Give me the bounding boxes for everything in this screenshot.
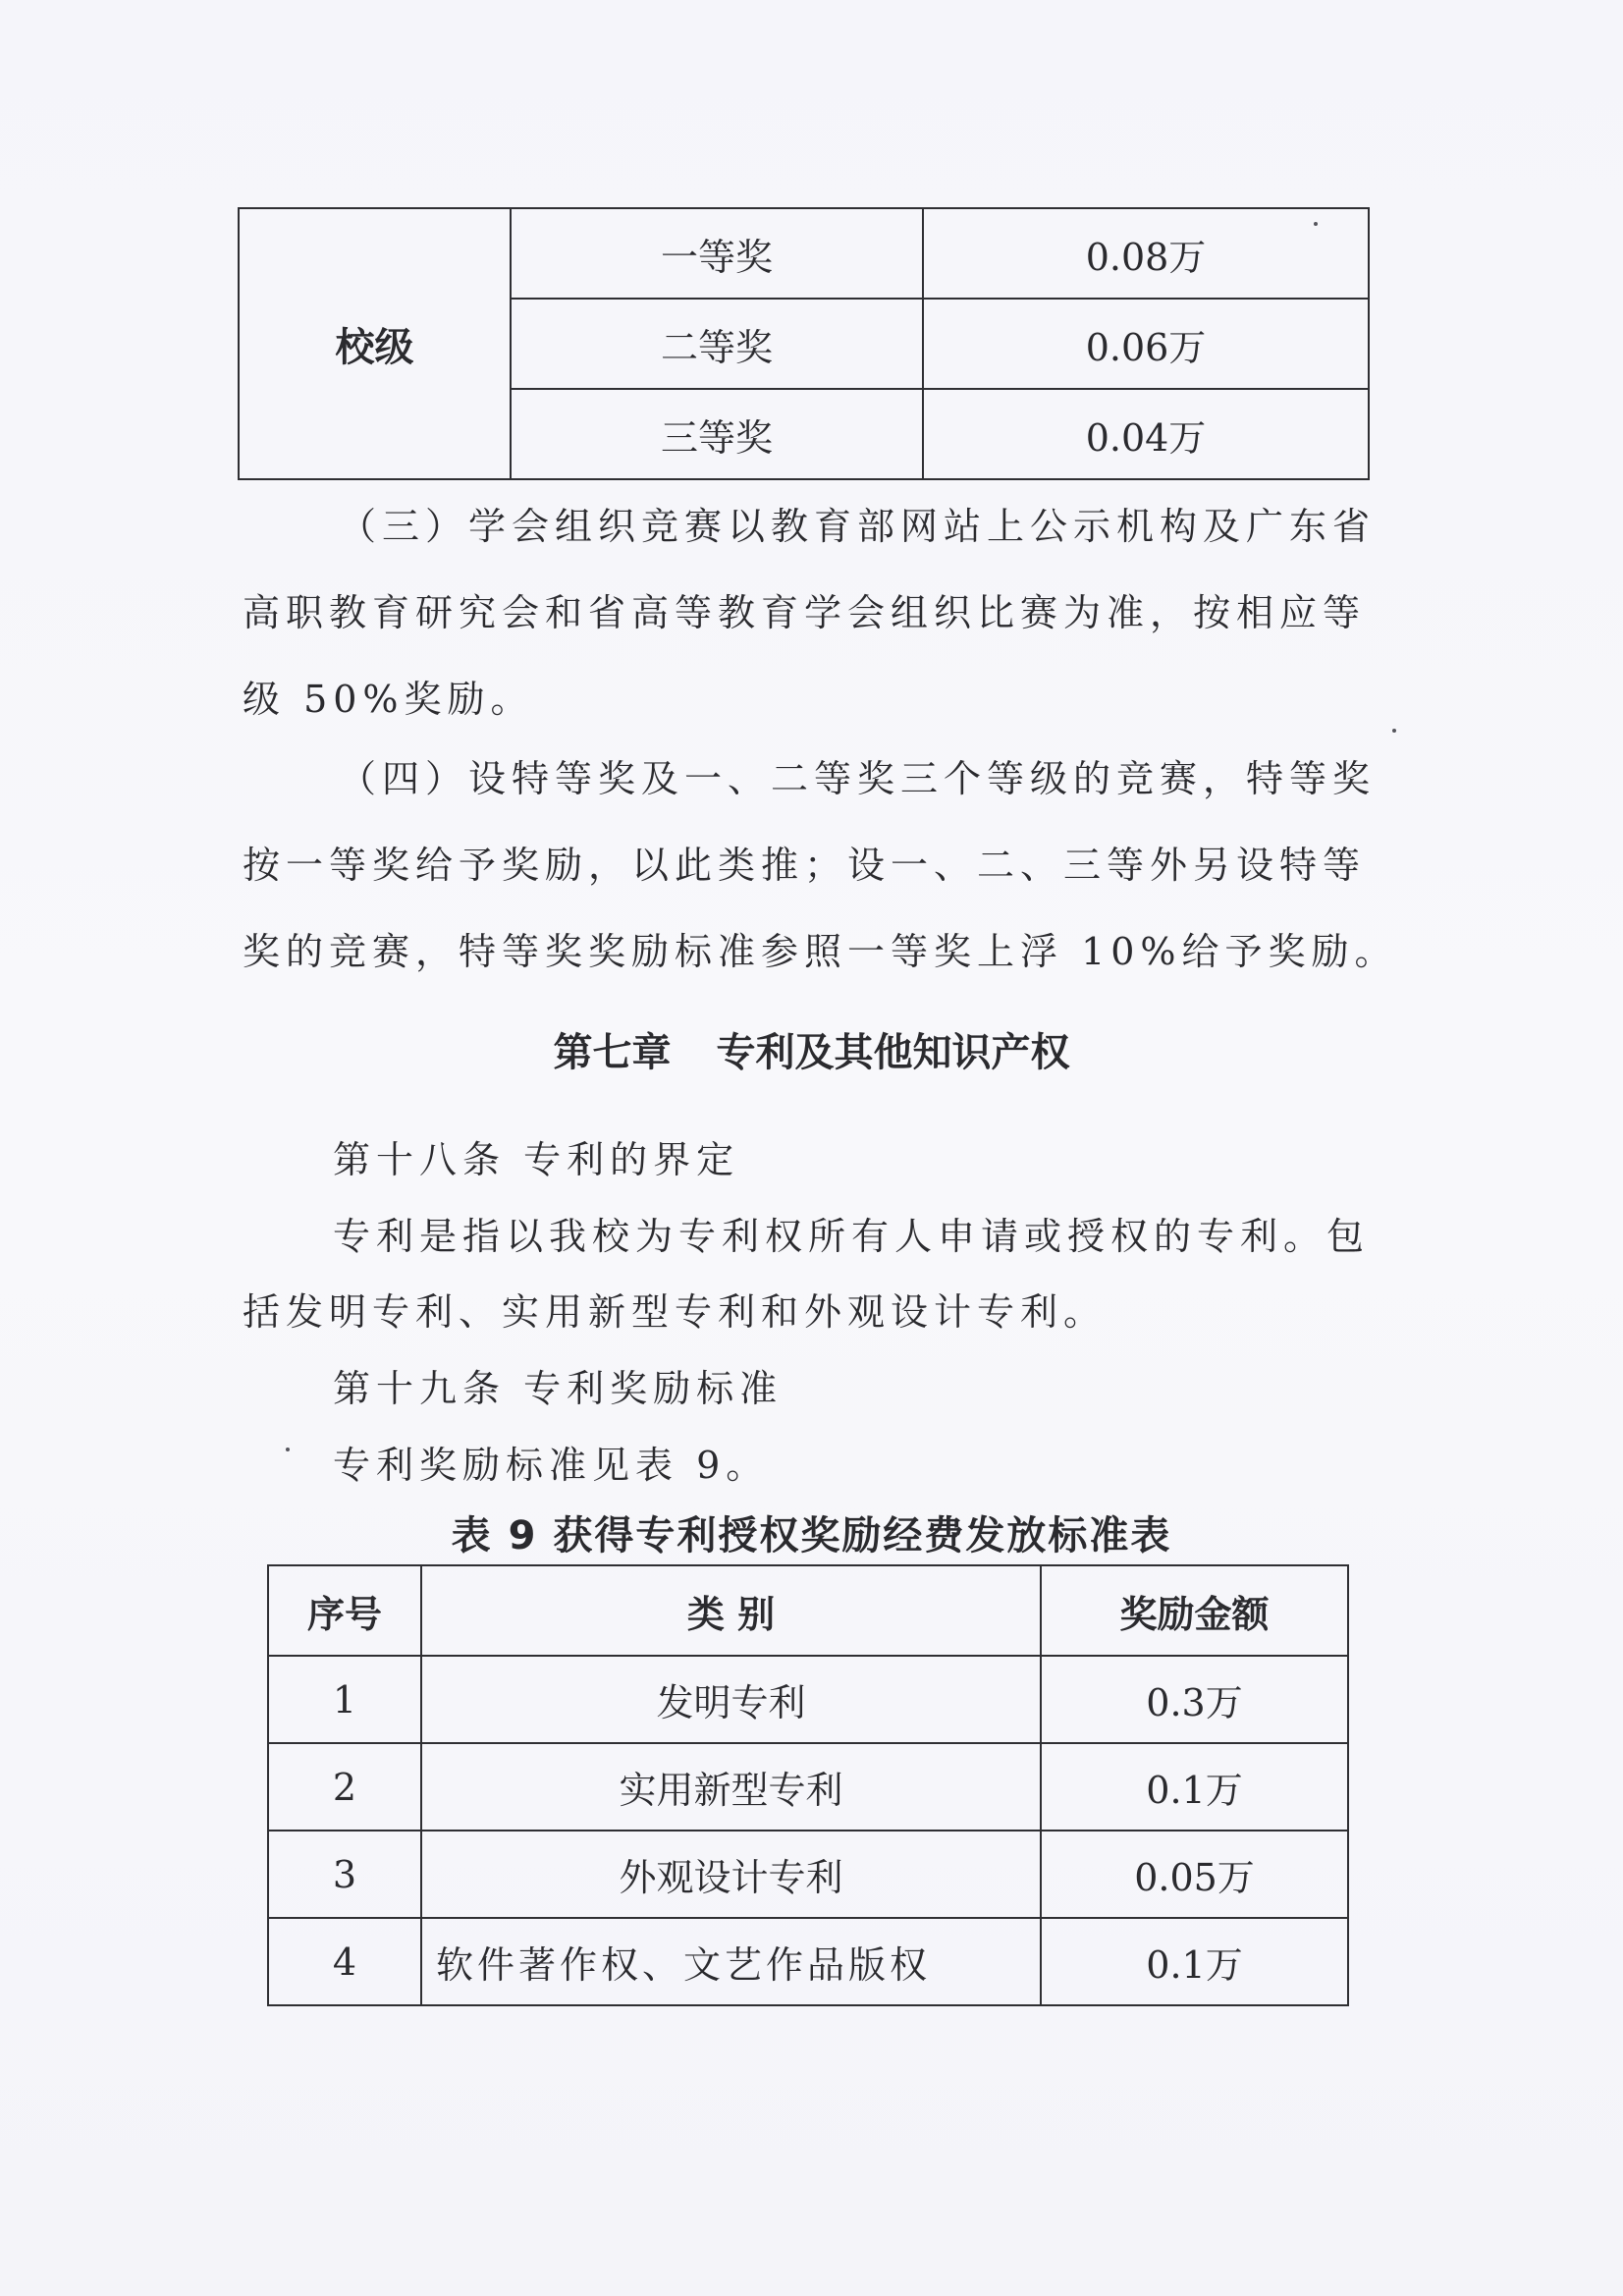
scan-speck <box>1392 729 1396 733</box>
chapter-title <box>0 1021 1623 1077</box>
row-index: 3 <box>268 1831 421 1918</box>
section4-line3: 奖的竞赛，特等奖奖励标准参照一等奖上浮 10%给予奖励。 <box>243 930 1398 973</box>
table-row <box>239 208 1369 299</box>
header-index: 序号 <box>268 1565 421 1656</box>
article19-line1: 专利奖励标准见表 9。 <box>333 1444 770 1487</box>
section3-line2: 高职教育研究会和省高等教育学会组织比赛为准，按相应等 <box>243 591 1367 634</box>
row-index: 2 <box>268 1743 421 1831</box>
section3-line1: （三）学会组织竞赛以教育部网站上公示机构及广东省 <box>339 505 1377 548</box>
row-category: 发明专利 <box>421 1656 1041 1743</box>
article19-heading: 第十九条 专利奖励标准 <box>333 1367 784 1410</box>
scan-speck <box>286 1448 290 1451</box>
table-row <box>268 1743 1348 1831</box>
section3-line3: 级 50%奖励。 <box>243 678 534 721</box>
article18-heading: 第十八条 专利的界定 <box>333 1138 740 1181</box>
award-grade-cell: 三等奖 <box>511 389 923 479</box>
table-header-row <box>268 1565 1348 1656</box>
row-index: 1 <box>268 1656 421 1743</box>
table-row <box>268 1918 1348 2005</box>
row-category: 软件著作权、文艺作品版权 <box>421 1918 1041 2005</box>
header-category: 类 别 <box>421 1565 1041 1656</box>
header-amount: 奖励金额 <box>1041 1565 1348 1656</box>
award-amount-cell: 0.08万 <box>923 208 1369 299</box>
article18-line2: 括发明专利、实用新型专利和外观设计专利。 <box>243 1290 1108 1334</box>
section4-line2: 按一等奖给予奖励，以此类推；设一、二、三等外另设特等 <box>243 844 1367 887</box>
award-level-cell: 校级 <box>239 208 511 479</box>
patent-award-table <box>267 1564 1349 2006</box>
award-grade-cell: 二等奖 <box>511 299 923 389</box>
table-row <box>268 1831 1348 1918</box>
chapter-number: 第七章 <box>553 1030 672 1075</box>
row-amount: 0.1万 <box>1041 1918 1348 2005</box>
row-index: 4 <box>268 1918 421 2005</box>
table-caption: 表 9 获得专利授权奖励经费发放标准表 <box>451 1513 1172 1558</box>
award-amount-cell: 0.04万 <box>923 389 1369 479</box>
award-amount-cell: 0.06万 <box>923 299 1369 389</box>
row-category: 外观设计专利 <box>421 1831 1041 1918</box>
chapter-name: 专利及其他知识产权 <box>716 1030 1070 1075</box>
award-grade-cell: 一等奖 <box>511 208 923 299</box>
row-category: 实用新型专利 <box>421 1743 1041 1831</box>
section4-line1: （四）设特等奖及一、二等奖三个等级的竞赛，特等奖 <box>339 757 1377 800</box>
school-level-award-table <box>238 207 1370 480</box>
row-amount: 0.05万 <box>1041 1831 1348 1918</box>
scan-speck <box>1314 222 1318 226</box>
row-amount: 0.3万 <box>1041 1656 1348 1743</box>
row-amount: 0.1万 <box>1041 1743 1348 1831</box>
article18-line1: 专利是指以我校为专利权所有人申请或授权的专利。包 <box>333 1215 1371 1258</box>
table-row <box>268 1656 1348 1743</box>
